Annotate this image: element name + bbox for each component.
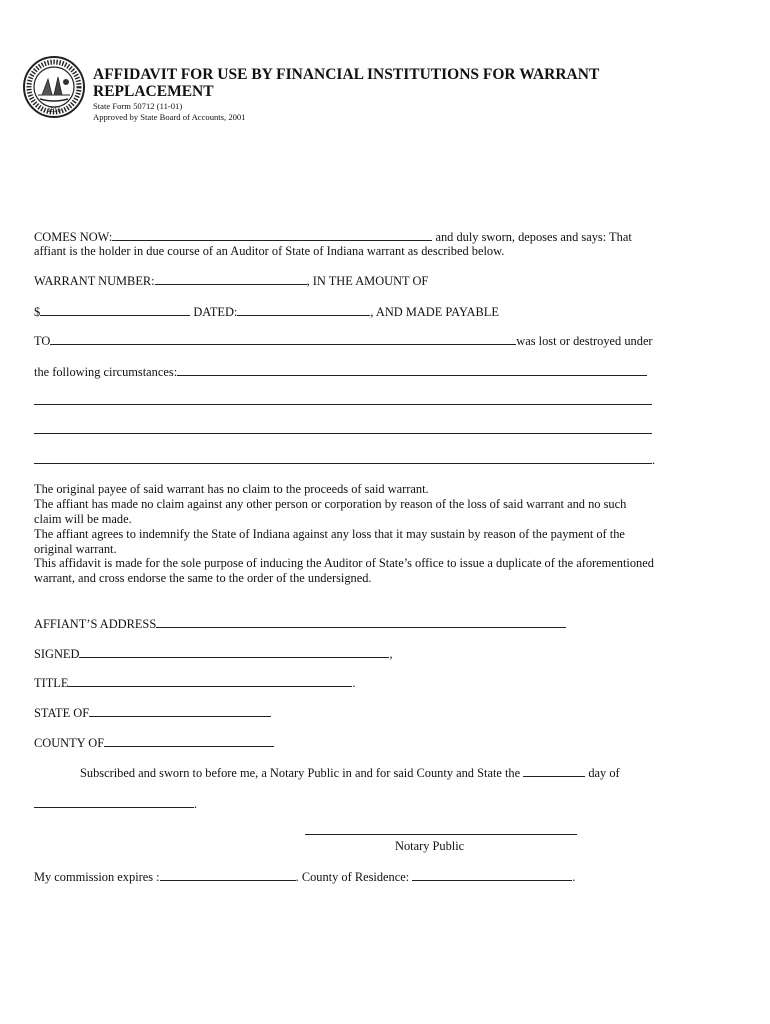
dollar-sign: $ bbox=[34, 305, 41, 319]
notary-public-label: Notary Public bbox=[395, 839, 465, 853]
statement-paragraph-1: The original payee of said warrant has no claim to the proceeds of said warrant. bbox=[34, 482, 429, 496]
signed-suffix: , bbox=[389, 647, 393, 661]
affiant-name-field[interactable] bbox=[112, 229, 432, 241]
circumstances-field-1[interactable] bbox=[177, 364, 647, 376]
state-row bbox=[34, 705, 271, 721]
county-residence-label: . County of Residence: bbox=[295, 870, 410, 884]
title-row bbox=[34, 675, 356, 691]
sworn-day-label: day of bbox=[588, 766, 620, 780]
county-field[interactable] bbox=[104, 735, 274, 747]
state-field[interactable] bbox=[89, 705, 271, 717]
warrant-number-row bbox=[34, 273, 428, 289]
statement-paragraph-3: The affiant agrees to indemnify the State of Indiana against any loss that it may sustain by reason of the payment of the original warrant. bbox=[34, 527, 625, 556]
circumstances-field-3[interactable] bbox=[34, 433, 652, 434]
sworn-text: Subscribed and sworn to before me, a Notary Public in and for said County and State the bbox=[80, 766, 521, 780]
affiant-address-row bbox=[34, 616, 566, 632]
approval-note: Approved by State Board of Accounts, 2001 bbox=[93, 112, 246, 122]
warrant-number-field[interactable] bbox=[155, 273, 307, 285]
payee-field[interactable] bbox=[50, 333, 516, 345]
seal-icon bbox=[22, 55, 86, 119]
circumstances-label: the following circumstances: bbox=[34, 365, 178, 379]
dated-field[interactable] bbox=[237, 304, 370, 316]
form-title-line2: REPLACEMENT bbox=[93, 83, 214, 100]
comes-now-row bbox=[34, 229, 632, 245]
payable-label: , AND MADE PAYABLE bbox=[370, 305, 499, 319]
county-row bbox=[34, 735, 274, 751]
amount-row bbox=[34, 304, 499, 320]
state-label: STATE OF bbox=[34, 706, 90, 720]
signed-label: SIGNED bbox=[34, 647, 80, 661]
sworn-date-row bbox=[34, 796, 197, 812]
circumstances-row bbox=[34, 364, 647, 380]
title-label: TITLE bbox=[34, 676, 69, 690]
county-residence-field[interactable] bbox=[412, 869, 572, 881]
signed-field[interactable] bbox=[79, 646, 389, 658]
sworn-row bbox=[80, 765, 620, 781]
title-field[interactable] bbox=[68, 675, 352, 687]
affiant-address-field[interactable] bbox=[156, 616, 566, 628]
comes-now-label: COMES NOW: bbox=[34, 230, 113, 244]
statement-paragraph-2: The affiant has made no claim against any other person or corporation by reason of the loss of said warrant and no such claim will be made. bbox=[34, 497, 627, 526]
comes-now-line2: affiant is the holder in due course of an Auditor of State of Indiana warrant as described below. bbox=[34, 244, 505, 258]
county-label: COUNTY OF bbox=[34, 736, 105, 750]
warrant-number-label: WARRANT NUMBER: bbox=[34, 274, 155, 288]
payee-row bbox=[34, 333, 653, 349]
affiant-address-label: AFFIANT’S ADDRESS bbox=[34, 617, 157, 631]
sworn-day-field[interactable] bbox=[523, 765, 585, 777]
title-suffix: . bbox=[352, 676, 356, 690]
circumstances-field-4[interactable] bbox=[34, 463, 652, 464]
statement-paragraph-4: This affidavit is made for the sole purpose of inducing the Auditor of State’s office to issue a duplicate of the aforementioned warrant, and cross endorse the same to the order of the undersigned. bbox=[34, 556, 654, 585]
commission-row bbox=[34, 869, 575, 885]
lost-label: was lost or destroyed under bbox=[516, 334, 653, 348]
comes-now-suffix: and duly sworn, deposes and says: That bbox=[435, 230, 632, 244]
dated-label: DATED: bbox=[193, 305, 238, 319]
svg-text:1816: 1816 bbox=[47, 108, 61, 114]
amount-label: , IN THE AMOUNT OF bbox=[306, 274, 429, 288]
amount-field[interactable] bbox=[40, 304, 190, 316]
circumstances-field-2[interactable] bbox=[34, 404, 652, 405]
sworn-date-suffix: . bbox=[194, 797, 198, 811]
notary-signature-field[interactable] bbox=[305, 834, 577, 835]
commission-label: My commission expires : bbox=[34, 870, 160, 884]
circumstances-period: . bbox=[652, 453, 656, 467]
form-number: State Form 50712 (11-01) bbox=[93, 101, 183, 111]
form-title-line1: AFFIDAVIT FOR USE BY FINANCIAL INSTITUTIONS FOR WARRANT bbox=[93, 66, 600, 83]
state-seal bbox=[22, 55, 86, 119]
to-label: TO bbox=[34, 334, 51, 348]
commission-expires-field[interactable] bbox=[160, 869, 296, 881]
sworn-month-field[interactable] bbox=[34, 796, 194, 808]
residence-suffix: . bbox=[572, 870, 576, 884]
signed-row bbox=[34, 646, 393, 662]
